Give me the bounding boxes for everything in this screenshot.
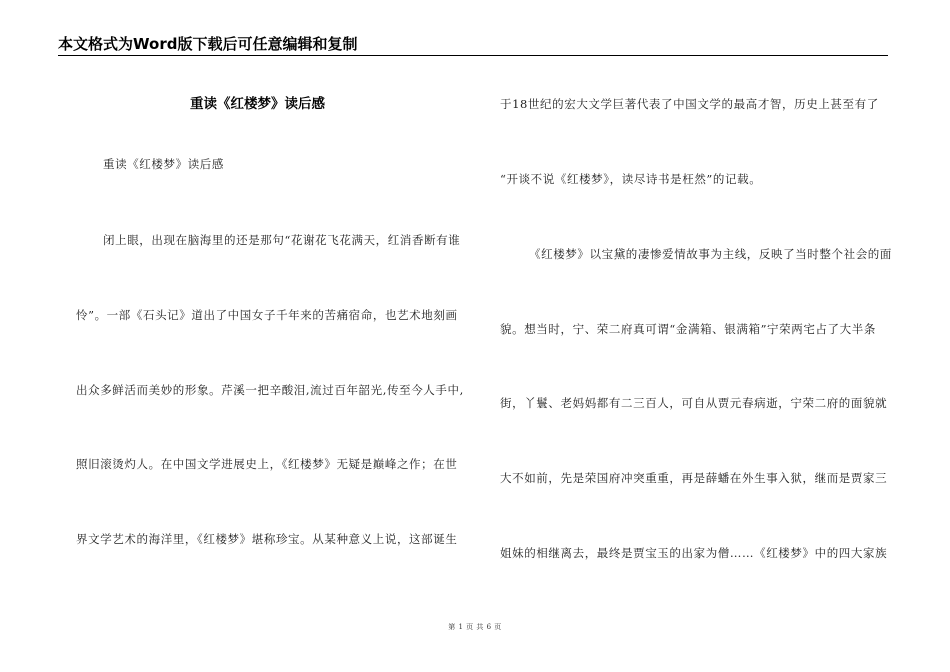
right-line-2: “开谈不说《红楼梦》，读尽诗书是枉然”的记载。: [500, 172, 762, 186]
document-header: [58, 31, 888, 56]
right-line-3: 《红楼梦》以宝黛的凄惨爱情故事为主线，反映了当时整个社会的面: [529, 247, 892, 261]
header-text: 本文格式为Word版下载后可任意编辑和复制: [58, 35, 358, 53]
right-line-7: 姐妹的相继离去，最终是贾宝玉的出家为僧……《红楼梦》中的四大家族: [500, 546, 888, 560]
left-line-4: 出众多鲜活而美妙的形象。芹溪一把辛酸泪,流过百年韶光,传至今人手中,: [76, 383, 464, 397]
right-line-6: 大不如前，先是荣国府冲突重重，再是薛蟠在外生事入狱，继而是贾家三: [500, 471, 888, 485]
left-line-6: 界文学艺术的海洋里，《红楼梦》堪称珍宝。从某种意义上说，这部诞生: [76, 532, 458, 546]
article-title: 重读《红楼梦》读后感: [190, 96, 325, 112]
page-footer: 第 1 页 共 6 页: [448, 623, 502, 631]
right-line-1: 于18世纪的宏大文学巨著代表了中国文学的最高才智，历史上甚至有了: [500, 97, 879, 111]
right-line-5: 街，丫鬟、老妈妈都有二三百人，可自从贾元春病逝，宁荣二府的面貌就: [500, 396, 888, 410]
left-line-3: 怜”。一部《石头记》道出了中国女子千年来的苦痛宿命，也艺术地刻画: [76, 308, 458, 322]
right-line-4: 貌。想当时，宁、荣二府真可谓“金满箱、银满箱”宁荣两宅占了大半条: [500, 322, 876, 336]
left-line-1: 重读《红楼梦》读后感: [103, 157, 224, 171]
left-line-2: 闭上眼，出现在脑海里的还是那句“花谢花飞花满天，红消香断有谁: [103, 233, 461, 247]
left-line-5: 照旧滚烫灼人。在中国文学进展史上，《红楼梦》无疑是巅峰之作；在世: [76, 457, 458, 471]
